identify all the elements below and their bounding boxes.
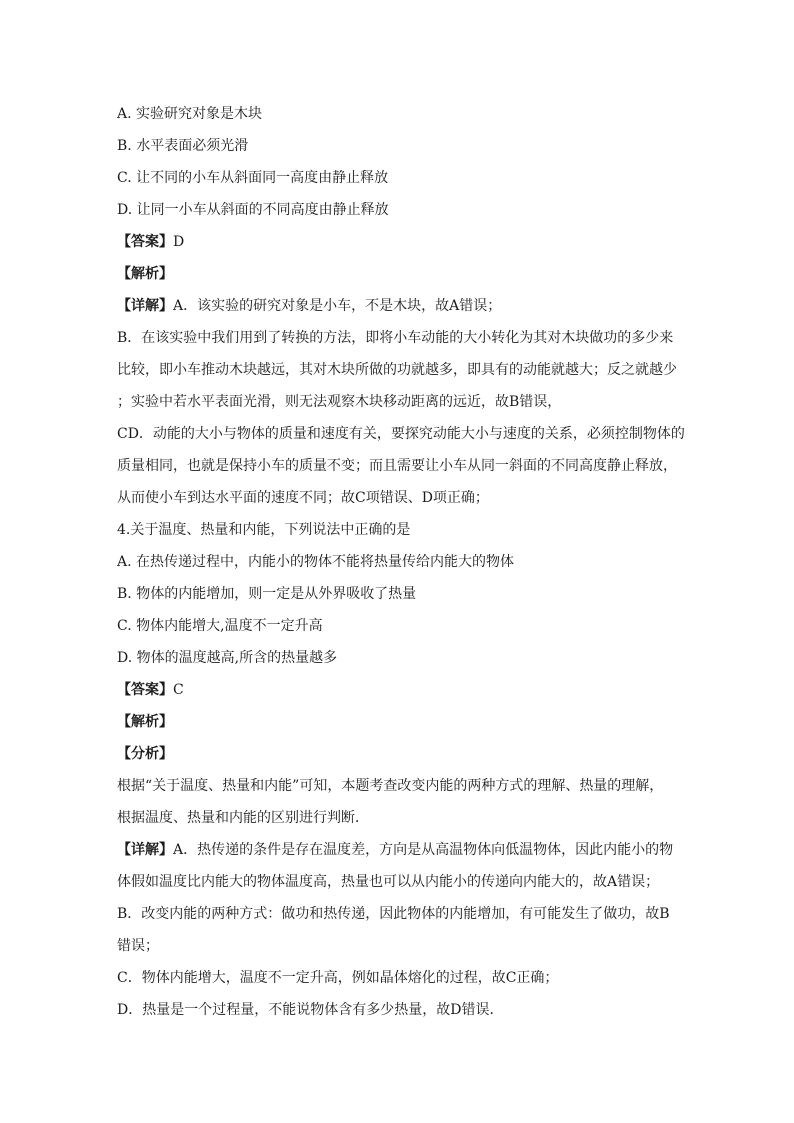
q4-analysis-tag: [117, 713, 687, 731]
q3-detail-text-1: A．该实验的研究对象是小车，不是木块，故A错误；: [173, 298, 502, 314]
q3-detail-line-6: 质量相同，也就是保持小车的质量不变；而且需要让小车从同一斜面的不同高度静止释放，: [117, 458, 677, 474]
q4-option-c: C. 物体内能增大,温度不一定升高: [117, 618, 323, 634]
q3-option-c: C. 让不同的小车从斜面同一高度由静止释放: [117, 170, 389, 186]
q3-option-b: B. 水平表面必须光滑: [117, 138, 249, 154]
q4-option-b: B. 物体的内能增加，则一定是从外界吸收了热量: [117, 586, 417, 602]
q4-detail-line-4: 错误；: [117, 938, 159, 954]
q4-detail-line-2: 体假如温度比内能大的物体温度高，热量也可以从内能小的传递向内能大的，故A错误；: [117, 874, 660, 890]
q4-option-a: A. 在热传递过程中，内能小的物体不能将热量传给内能大的物体: [117, 554, 515, 570]
q4-detail-line-1: [117, 841, 687, 859]
q3-detail-line-3: 比较，即小车推动木块越远，其对木块所做的功就越多，即具有的动能就越大；反之就越少: [117, 362, 677, 378]
q3-option-a: A. 实验研究对象是木块: [117, 106, 263, 122]
q4-fenxi-tag: [117, 745, 687, 763]
q3-answer-tag: 【答案】: [117, 234, 173, 250]
q4-option-d: D. 物体的温度越高,所含的热量越多: [117, 650, 338, 666]
q4-stem: 4.关于温度、热量和内能，下列说法中正确的是: [117, 522, 411, 538]
q4-detail-text-1: A．热传递的条件是存在温度差，方向是从高温物体向低温物体，因此内能小的物: [173, 842, 674, 858]
q4-detail-line-3: B．改变内能的两种方式：做功和热传递，因此物体的内能增加，有可能发生了做功，故B: [117, 906, 670, 922]
q3-answer-value: D: [173, 234, 185, 250]
q3-detail-line-5: CD．动能的大小与物体的质量和速度有关，要探究动能大小与速度的关系，必须控制物体的: [117, 426, 685, 442]
q4-fenxi-line-2: 根据温度、热量和内能的区别进行判断．: [117, 810, 369, 826]
q3-detail-line-1: [117, 297, 687, 315]
q3-analysis-tag: [117, 265, 687, 283]
q4-answer: [117, 681, 687, 699]
q4-analysis-label: 【解析】: [117, 714, 173, 730]
q4-fenxi-line-1: 根据“关于温度、热量和内能”可知，本题考查改变内能的两种方式的理解、热量的理解，: [117, 778, 664, 794]
q4-fenxi-label: 【分析】: [117, 746, 173, 762]
q3-option-d: D. 让同一小车从斜面的不同高度由静止释放: [117, 202, 389, 218]
q4-answer-tag: 【答案】: [117, 682, 173, 698]
q3-answer: [117, 233, 687, 251]
q4-detail-line-5: C．物体内能增大，温度不一定升高，例如晶体熔化的过程，故C正确；: [117, 970, 559, 986]
q3-analysis-label: 【解析】: [117, 266, 173, 282]
q4-detail-tag: 【详解】: [117, 842, 173, 858]
q4-answer-value: C: [173, 682, 184, 698]
q3-detail-tag: 【详解】: [117, 298, 173, 314]
q3-detail-line-4: ；实验中若水平表面光滑，则无法观察木块移动距离的远近，故B错误，: [117, 394, 562, 410]
q4-detail-line-6: D．热量是一个过程量，不能说物体含有多少热量，故D错误．: [117, 1002, 504, 1018]
q3-detail-line-7: 从而使小车到达水平面的速度不同；故C项错误、D项正确；: [117, 490, 489, 506]
q3-detail-line-2: B．在该实验中我们用到了转换的方法，即将小车动能的大小转化为其对木块做功的多少来: [117, 330, 674, 346]
